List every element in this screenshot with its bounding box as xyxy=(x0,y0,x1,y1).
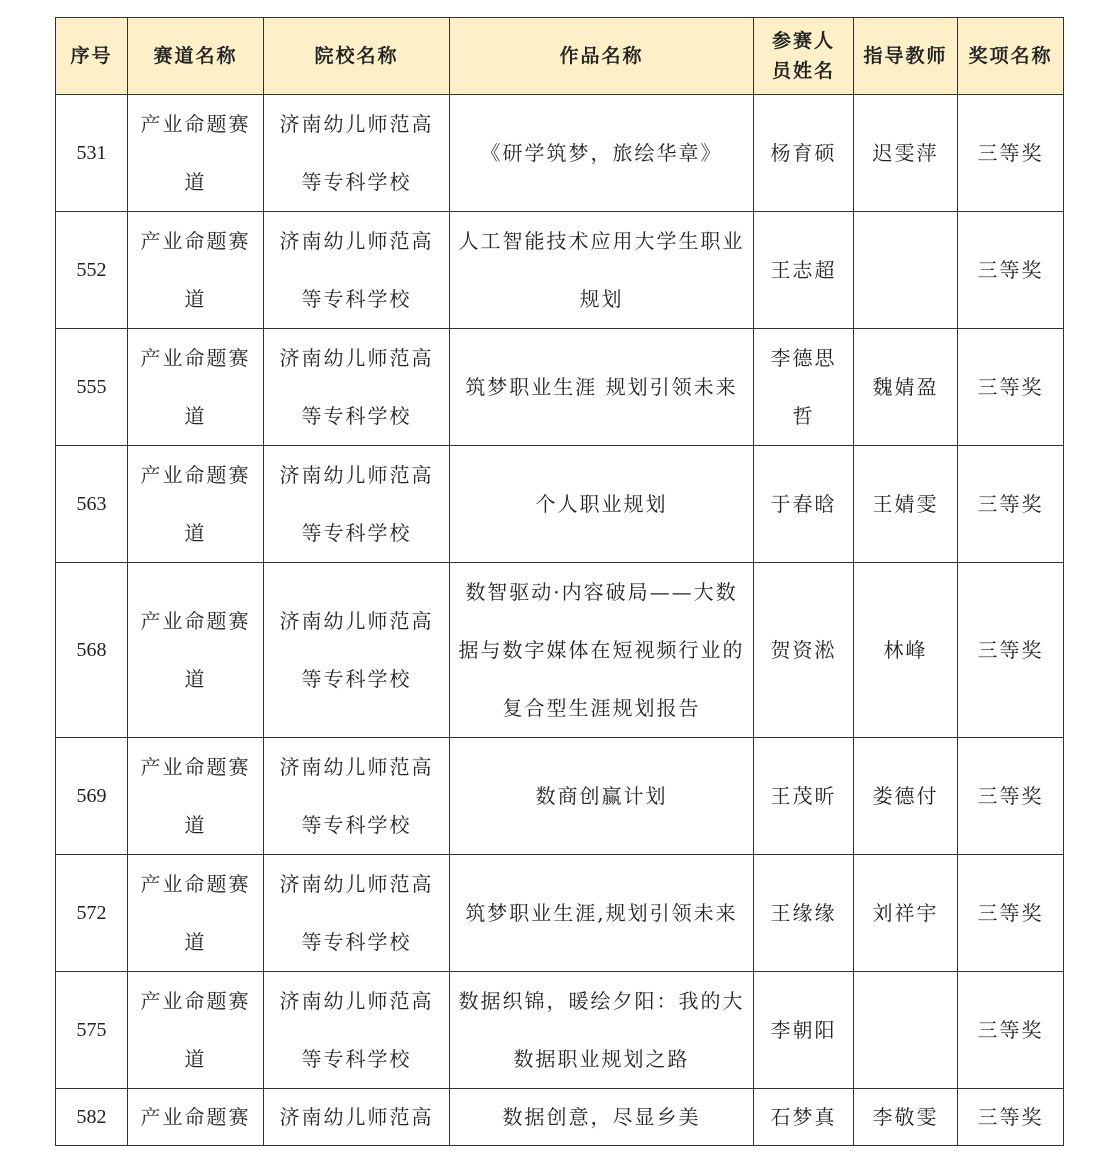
cell-work: 筑梦职业生涯,规划引领未来 xyxy=(450,855,754,972)
cell-award: 三等奖 xyxy=(958,972,1064,1089)
header-school: 院校名称 xyxy=(264,18,450,95)
cell-id: 572 xyxy=(56,855,128,972)
cell-id: 575 xyxy=(56,972,128,1089)
cell-award: 三等奖 xyxy=(958,563,1064,738)
cell-teacher: 魏婧盈 xyxy=(854,329,958,446)
table-row xyxy=(56,1089,1064,1146)
cell-award: 三等奖 xyxy=(958,1089,1064,1146)
cell-award: 三等奖 xyxy=(958,446,1064,563)
cell-track: 产业命题赛道 xyxy=(128,212,264,329)
cell-school: 济南幼儿师范高等专科学校 xyxy=(264,563,450,738)
cell-id: 563 xyxy=(56,446,128,563)
table-row xyxy=(56,446,1064,563)
cell-member: 杨育硕 xyxy=(754,95,854,212)
table-row xyxy=(56,972,1064,1089)
cell-member: 石梦真 xyxy=(754,1089,854,1146)
cell-work: 筑梦职业生涯 规划引领未来 xyxy=(450,329,754,446)
cell-track: 产业命题赛道 xyxy=(128,738,264,855)
cell-id: 582 xyxy=(56,1089,128,1146)
cell-school: 济南幼儿师范高等专科学校 xyxy=(264,446,450,563)
table-row xyxy=(56,738,1064,855)
cell-teacher xyxy=(854,212,958,329)
cell-teacher: 迟雯萍 xyxy=(854,95,958,212)
cell-award: 三等奖 xyxy=(958,95,1064,212)
cell-award: 三等奖 xyxy=(958,855,1064,972)
cell-work: 人工智能技术应用大学生职业规划 xyxy=(450,212,754,329)
cell-track: 产业命题赛道 xyxy=(128,563,264,738)
header-teacher: 指导教师 xyxy=(854,18,958,95)
header-work: 作品名称 xyxy=(450,18,754,95)
cell-member: 李朝阳 xyxy=(754,972,854,1089)
cell-award: 三等奖 xyxy=(958,329,1064,446)
cell-track: 产业命题赛道 xyxy=(128,446,264,563)
cell-work: 数智驱动·内容破局——大数据与数字媒体在短视频行业的复合型生涯规划报告 xyxy=(450,563,754,738)
cell-teacher: 刘祥宇 xyxy=(854,855,958,972)
cell-track: 产业命题赛道 xyxy=(128,855,264,972)
cell-track: 产业命题赛道 xyxy=(128,95,264,212)
cell-member: 王茂昕 xyxy=(754,738,854,855)
cell-teacher: 林峰 xyxy=(854,563,958,738)
table-row xyxy=(56,329,1064,446)
table-row xyxy=(56,855,1064,972)
header-member: 参赛人员姓名 xyxy=(754,18,854,95)
cell-work: 数据织锦，暖绘夕阳：我的大数据职业规划之路 xyxy=(450,972,754,1089)
cell-school: 济南幼儿师范高等专科学校 xyxy=(264,329,450,446)
cell-work: 《研学筑梦，旅绘华章》 xyxy=(450,95,754,212)
cell-work: 数据创意，尽显乡美 xyxy=(450,1089,754,1146)
cell-member: 王志超 xyxy=(754,212,854,329)
cell-school: 济南幼儿师范高等专科学校 xyxy=(264,95,450,212)
table-row xyxy=(56,95,1064,212)
header-award: 奖项名称 xyxy=(958,18,1064,95)
cell-school: 济南幼儿师范高等专科学校 xyxy=(264,972,450,1089)
cell-work: 数商创赢计划 xyxy=(450,738,754,855)
cell-member: 王缘缘 xyxy=(754,855,854,972)
cell-teacher: 李敬雯 xyxy=(854,1089,958,1146)
cell-id: 552 xyxy=(56,212,128,329)
cell-track: 产业命题赛道 xyxy=(128,329,264,446)
cell-id: 569 xyxy=(56,738,128,855)
awards-table xyxy=(55,17,1064,1146)
cell-school: 济南幼儿师范高 xyxy=(264,1089,450,1146)
cell-member: 李德思哲 xyxy=(754,329,854,446)
cell-school: 济南幼儿师范高等专科学校 xyxy=(264,855,450,972)
cell-id: 568 xyxy=(56,563,128,738)
header-track: 赛道名称 xyxy=(128,18,264,95)
cell-teacher: 娄德付 xyxy=(854,738,958,855)
cell-id: 531 xyxy=(56,95,128,212)
cell-award: 三等奖 xyxy=(958,212,1064,329)
cell-school: 济南幼儿师范高等专科学校 xyxy=(264,212,450,329)
header-id: 序号 xyxy=(56,18,128,95)
cell-award: 三等奖 xyxy=(958,738,1064,855)
cell-teacher: 王婧雯 xyxy=(854,446,958,563)
header-row xyxy=(56,18,1064,95)
table-row xyxy=(56,563,1064,738)
cell-work: 个人职业规划 xyxy=(450,446,754,563)
cell-school: 济南幼儿师范高等专科学校 xyxy=(264,738,450,855)
cell-member: 于春晗 xyxy=(754,446,854,563)
cell-member: 贺资淞 xyxy=(754,563,854,738)
cell-track: 产业命题赛 xyxy=(128,1089,264,1146)
cell-teacher xyxy=(854,972,958,1089)
table-row xyxy=(56,212,1064,329)
cell-track: 产业命题赛道 xyxy=(128,972,264,1089)
cell-id: 555 xyxy=(56,329,128,446)
